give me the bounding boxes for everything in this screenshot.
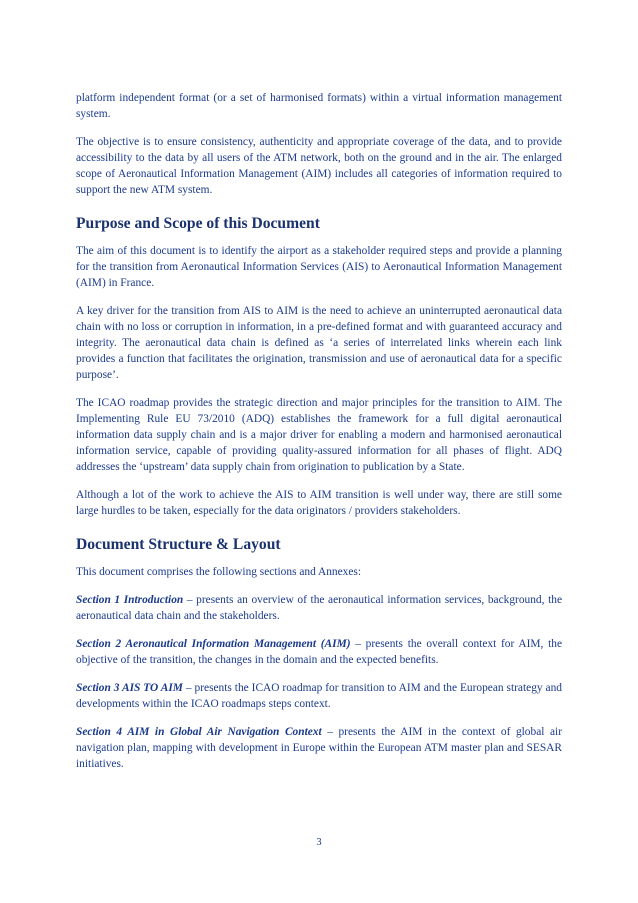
- intro-paragraph: The objective is to ensure consistency, authenticity and appropriate coverage of the data, and to provide accessibility to the data by all users of the ATM network, both on the ground and in the air. The enlarged scope of Aeronautical Information Management (AIM) includes all categories of information required to support the new ATM system.: [76, 136, 562, 196]
- section-description: – presents the ICAO roadmap for transition to AIM and the European strategy and developments within the ICAO roadmaps steps context.: [76, 682, 562, 710]
- section-reference: Section 1 Introduction: [76, 594, 184, 606]
- section-reference: Section 3 AIS TO AIM: [76, 682, 183, 694]
- section-description: – presents the overall context for AIM, the objective of the transition, the changes in the domain and the expected benefits.: [76, 638, 562, 666]
- page-content: [76, 90, 562, 784]
- purpose-heading: Purpose and Scope of this Document: [76, 215, 320, 232]
- purpose-paragraph: The aim of this document is to identify the airport as a stakeholder required steps and provide a planning for the transition from Aeronautical Information Services (AIS) to Aeronautical Information Management (AIM) in France.: [76, 245, 562, 289]
- structure-intro: This document comprises the following sections and Annexes:: [76, 566, 362, 578]
- purpose-paragraph: The ICAO roadmap provides the strategic direction and major principles for the transition to AIM. The Implementing Rule EU 73/2010 (ADQ) establishes the framework for a full digital aeronautical information data supply chain and is a major driver for enabling a modern and harmonised aeronautical information service, capable of providing quality-assured information for all phases of flight. ADQ addresses the ‘upstream’ data supply chain from origination to publication by a State.: [76, 397, 562, 473]
- section-reference: Section 2 Aeronautical Information Management (AIM): [76, 638, 351, 650]
- purpose-paragraph: A key driver for the transition from AIS to AIM is the need to achieve an uninterrupted aeronautical data chain with no loss or corruption in information, in a pre-defined format and with guaranteed accuracy and integrity. The aeronautical data chain is defined as ‘a series of interrelated links wherein each link provides a function that facilitates the origination, transmission and use of aeronautical data for a specific purpose’.: [76, 305, 562, 381]
- structure-item: [76, 680, 562, 712]
- section-description: – presents an overview of the aeronautical information services, background, the aeronautical data chain and the stakeholders.: [76, 594, 562, 622]
- structure-item: [76, 636, 562, 668]
- section-reference: Section 4 AIM in Global Air Navigation Context: [76, 726, 322, 738]
- intro-paragraph: platform independent format (or a set of harmonised formats) within a virtual information management system.: [76, 92, 562, 120]
- page-number: 3: [316, 837, 322, 848]
- structure-item: [76, 724, 562, 772]
- structure-heading: Document Structure & Layout: [76, 536, 281, 553]
- section-description: – presents the AIM in the context of global air navigation plan, mapping with development in Europe within the European ATM master plan and SESAR initiatives.: [76, 726, 562, 770]
- structure-item: [76, 592, 562, 624]
- purpose-paragraph: Although a lot of the work to achieve the AIS to AIM transition is well under way, there are still some large hurdles to be taken, especially for the data originators / providers stakeholders.: [76, 489, 562, 517]
